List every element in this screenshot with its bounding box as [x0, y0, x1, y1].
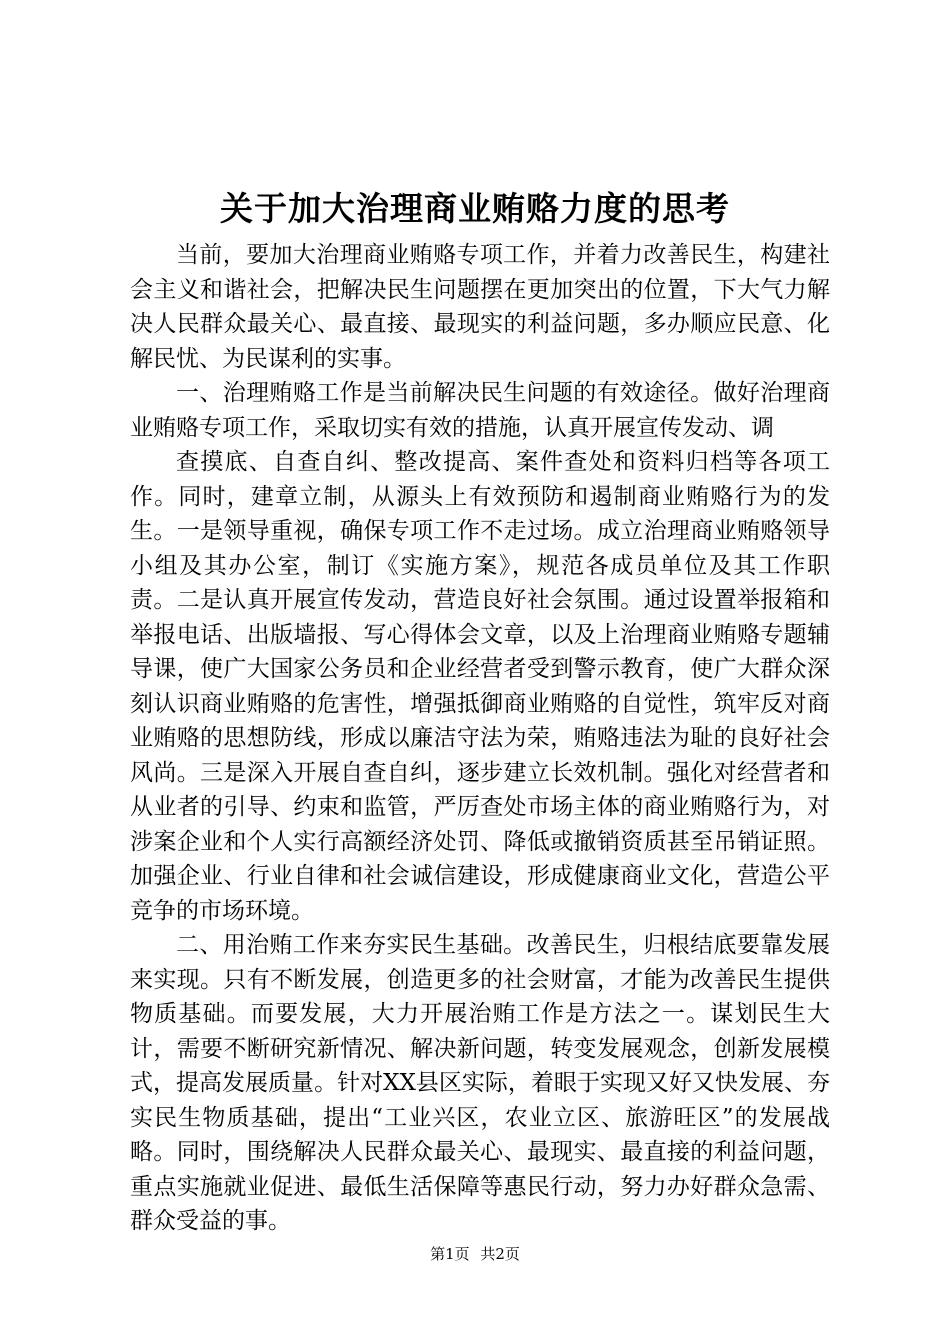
page-footer: [0, 1244, 950, 1264]
document-title: 关于加大治理商业贿赂力度的思考: [220, 189, 730, 228]
paragraph-section-one-continued: 查摸底、自查自纠、整改提高、案件查处和资料归档等各项工作。同时，建章立制，从源头上有效预防和遏制商业贿赂行为的发生。一是领导重视，确保专项工作不走过场。成立治理商业贿赂领导小组及其办公室，制订《实施方案》，规范各成员单位及其工作职责。二是认真开展宣传发动，营造良好社会氛围。通过设置举报箱和举报电话、出版墙报、写心得体会文章，以及上治理商业贿赂专题辅导课，使广大国家公务员和企业经营者受到警示教育，使广大群众深刻认识商业贿赂的危害性，增强抵御商业贿赂的自觉性，筑牢反对商业贿赂的思想防线，形成以廉洁守法为荣，贿赂违法为耻的良好社会风尚。三是深入开展自查自纠，逐步建立长效机制。强化对经营者和从业者的引导、约束和监管，严厉查处市场主体的商业贿赂行为，对涉案企业和个人实行高额经济处罚、降低或撤销资质甚至吊销证照。加强企业、行业自律和社会诚信建设，形成健康商业文化，营造公平竞争的市场环境。: [130, 449, 830, 924]
paragraph-section-one: 一、治理贿赂工作是当前解决民生问题的有效途径。做好治理商业贿赂专项工作，采取切实有效的措施，认真开展宣传发动、调: [130, 380, 830, 441]
page-total: 共2页: [480, 1245, 520, 1263]
paragraph-intro: 当前，要加大治理商业贿赂专项工作，并着力改善民生，构建社会主义和谐社会，把解决民生问题摆在更加突出的位置，下大气力解决人民群众最关心、最直接、最现实的利益问题，多办顺应民意、化解民忧、为民谋利的实事。: [130, 242, 830, 372]
page-number: 第1页: [430, 1245, 470, 1263]
document-body: [130, 238, 830, 1239]
paragraph-section-two: 二、用治贿工作来夯实民生基础。改善民生，归根结底要靠发展来实现。只有不断发展，创造更多的社会财富，才能为改善民生提供物质基础。而要发展，大力开展治贿工作是方法之一。谋划民生大计，需要不断研究新情况、解决新问题，转变发展观念，创新发展模式，提高发展质量。针对XX县区实际，着眼于实现又好又快发展、夯实民生物质基础，提出“工业兴区，农业立区、旅游旺区”的发展战略。同时，围绕解决人民群众最关心、最现实、最直接的利益问题，重点实施就业促进、最低生活保障等惠民行动，努力办好群众急需、群众受益的事。: [130, 932, 830, 1234]
